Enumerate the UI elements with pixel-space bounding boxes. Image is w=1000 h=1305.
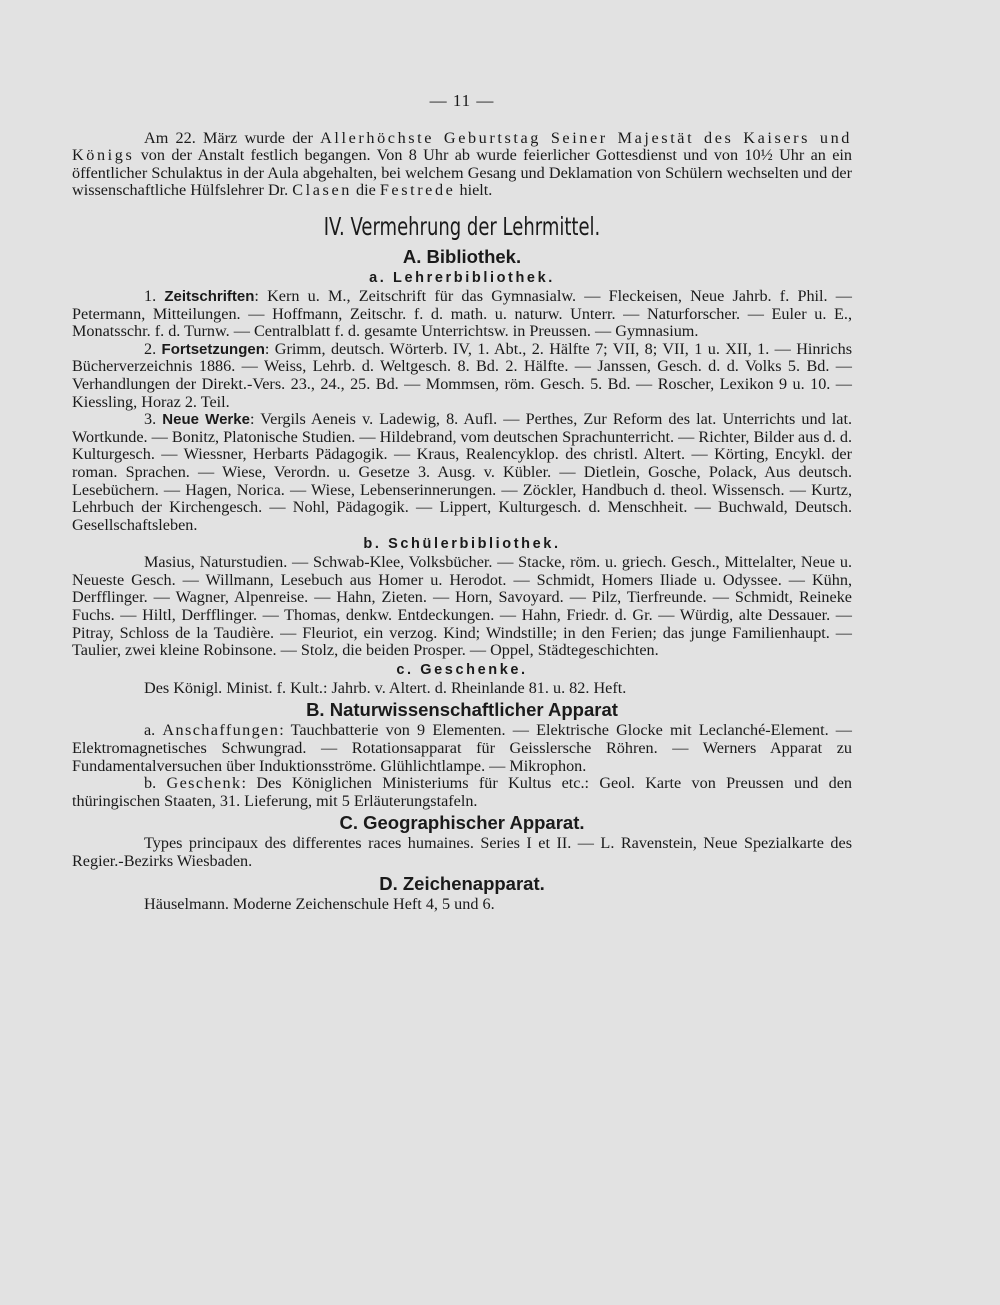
section-c-heading: C. Geographischer Apparat. xyxy=(339,812,585,834)
neue-werke-paragraph xyxy=(72,411,852,534)
lehrerbibliothek-heading: a. Lehrerbibliothek. xyxy=(369,269,555,286)
fortsetzungen-label: Fortsetzungen xyxy=(161,340,265,358)
intro-paragraph xyxy=(72,130,852,200)
intro-text-1: Am 22. März wurde der xyxy=(144,128,321,147)
anschaffungen-paragraph xyxy=(72,722,852,775)
intro-emphasis-1: Allerhöchste Geburtstag Seiner Majestät des Kaisers und Königs xyxy=(72,128,852,165)
section-b-heading: B. Naturwissenschaftlicher Apparat xyxy=(306,699,618,721)
neue-werke-number: 3. xyxy=(144,410,163,429)
intro-text-4: hielt. xyxy=(455,181,493,200)
anschaffungen-label: Anschaffungen xyxy=(162,721,280,740)
section-a-heading: A. Bibliothek. xyxy=(402,245,522,267)
anschaffungen-prefix: a. xyxy=(144,721,163,740)
section-d-heading: D. Zeichenapparat. xyxy=(379,872,545,894)
fortsetzungen-paragraph xyxy=(72,341,852,411)
geschenke-paragraph: Des Königl. Minist. f. Kult.: Jahrb. v. Altert. d. Rheinlande 81. u. 82. Heft. xyxy=(144,678,627,697)
geschenk-text: : Des Königlichen Ministeriums für Kultus etc.: Geol. Karte von Preussen und den thüringischen Staaten, 31. Lieferung, mit 5 Erläuterungstafeln. xyxy=(72,774,852,810)
intro-text-3: die xyxy=(351,181,380,200)
section-iv-heading: IV. Vermehrung der Lehrmittel. xyxy=(323,211,601,241)
geschenk-prefix: b. xyxy=(144,774,167,793)
intro-emphasis-3: Festrede xyxy=(379,181,456,200)
anschaffungen-text: : Tauchbatterie von 9 Elementen. — Elektrische Glocke mit Leclanché-Element. — Elektromagnetisches Schwungrad. — Rotationsapparat für Geisslersche Röhren. — Werners Apparat zu Fundamentalversuchen über Induktionsströme. Glühlichtlampe. — Mikrophon. xyxy=(72,721,852,775)
geographischer-paragraph: Types principaux des differentes races humaines. Series I et II. — L. Ravenstein, Neue Spezialkarte des Regier.-Bezirks Wiesbaden. xyxy=(72,834,852,870)
geschenke-heading: c. Geschenke. xyxy=(396,661,528,678)
fortsetzungen-text: : Grimm, deutsch. Wörterb. IV, 1. Abt., 2. Hälfte 7; VII, 8; VII, 1 u. XII, 1. — Hinrichs Bücherverzeichnis 1886. — Weiss, Lehrb. d. Weltgesch. 8. Bd. 2. Hälfte. — Janssen, Gesch. d. d. Volks 5. Bd. — Verhandlungen der Direkt.-Vers. 23., 24., 25. Bd. — Mommsen, röm. Gesch. 5. Bd. — Roscher, Lexikon 9 u. 10. — Kiessling, Horaz 2. Teil. xyxy=(72,339,852,411)
zeichenapparat-paragraph: Häuselmann. Moderne Zeichenschule Heft 4, 5 und 6. xyxy=(144,894,495,913)
zeitschriften-paragraph xyxy=(72,288,852,341)
neue-werke-label: Neue Werke xyxy=(162,411,250,429)
zeitschriften-label: Zeitschriften xyxy=(164,287,255,305)
page-content xyxy=(72,92,852,913)
zeitschriften-number: 1. xyxy=(144,286,165,305)
fortsetzungen-number: 2. xyxy=(144,339,162,358)
schuelerbibliothek-paragraph: Masius, Naturstudien. — Schwab-Klee, Volksbücher. — Stacke, röm. u. griech. Gesch., Mittelalter, Neue u. Neueste Gesch. — Willmann, Lesebuch aus Homer u. Herodot. — Schmidt, Homers Iliade u. Odyssee. — Kühn, Derfflinger. — Wagner, Alpenreise. — Hahn, Zieten. — Horn, Savoyard. — Pilz, Tierfreunde. — Schmidt, Reineke Fuchs. — Hiltl, Derfflinger. — Thomas, denkw. Entdeckungen. — Hahn, Friedr. d. Gr. — Würdig, alte Dessauer. — Pitray, Schloss de la Taudière. — Fleuriot, ein verzog. Kind; Windstille; in den Ferien; das junge Familienhaupt. — Taulier, zwei kleine Robinsone. — Stolz, die beiden Prosper. — Oppel, Städtegeschichten. xyxy=(72,553,852,660)
geschenk-paragraph xyxy=(72,775,852,810)
page-number: — 11 — xyxy=(429,91,495,110)
schuelerbibliothek-heading: b. Schülerbibliothek. xyxy=(363,536,561,553)
zeitschriften-text: : Kern u. M., Zeitschrift für das Gymnasialw. — Fleckeisen, Neue Jahrb. f. Phil. — Petermann, Mitteilungen. — Hoffmann, Zeitschr. f. d. math. u. naturw. Unterr. — Naturforscher. — Euler u. E., Monatsschr. f. d. Turnw. — Centralblatt f. d. gesamte Unterrichtsw. in Preussen. — Gymnasium. xyxy=(72,286,852,341)
geschenk-label: Geschenk xyxy=(166,774,242,793)
intro-emphasis-2: Clasen xyxy=(292,181,352,200)
neue-werke-text: : Vergils Aeneis v. Ladewig, 8. Aufl. — Perthes, Zur Reform des lat. Unterrichts und lat. Wortkunde. — Bonitz, Platonische Studien. — Hildebrand, vom deutschen Sprachunterricht. — Richter, Bilder aus d. d. Kulturgesch. — Wiessner, Herbarts Pädagogik. — Kraus, Realencyklop. des christl. Altert. — Körting, Encykl. der roman. Sprachen. — Wiese, Verordn. u. Gesetze 3. Ausg. v. Kübler. — Dietlein, Gosche, Polack, Aus deutsch. Lesebüchern. — Hagen, Norica. — Wiese, Lebenserinnerungen. — Zöckler, Handbuch d. theol. Wissensch. — Kurtz, Lehrbuch der Kirchengesch. — Nohl, Pädagogik. — Lippert, Kulturgesch. d. Menschheit. — Buchwald, Deutsch. Gesellschaftsleben. xyxy=(72,410,853,534)
intro-text-2: von der Anstalt festlich begangen. Von 8 Uhr ab wurde feierlicher Gottesdienst und von 10½ Uhr an ein öffentlicher Schulaktus in der Aula abgehalten, bei welchem Gesang und Deklamation von Schülern wechselten und der wissenschaftliche Hülfslehrer Dr. xyxy=(72,146,852,200)
